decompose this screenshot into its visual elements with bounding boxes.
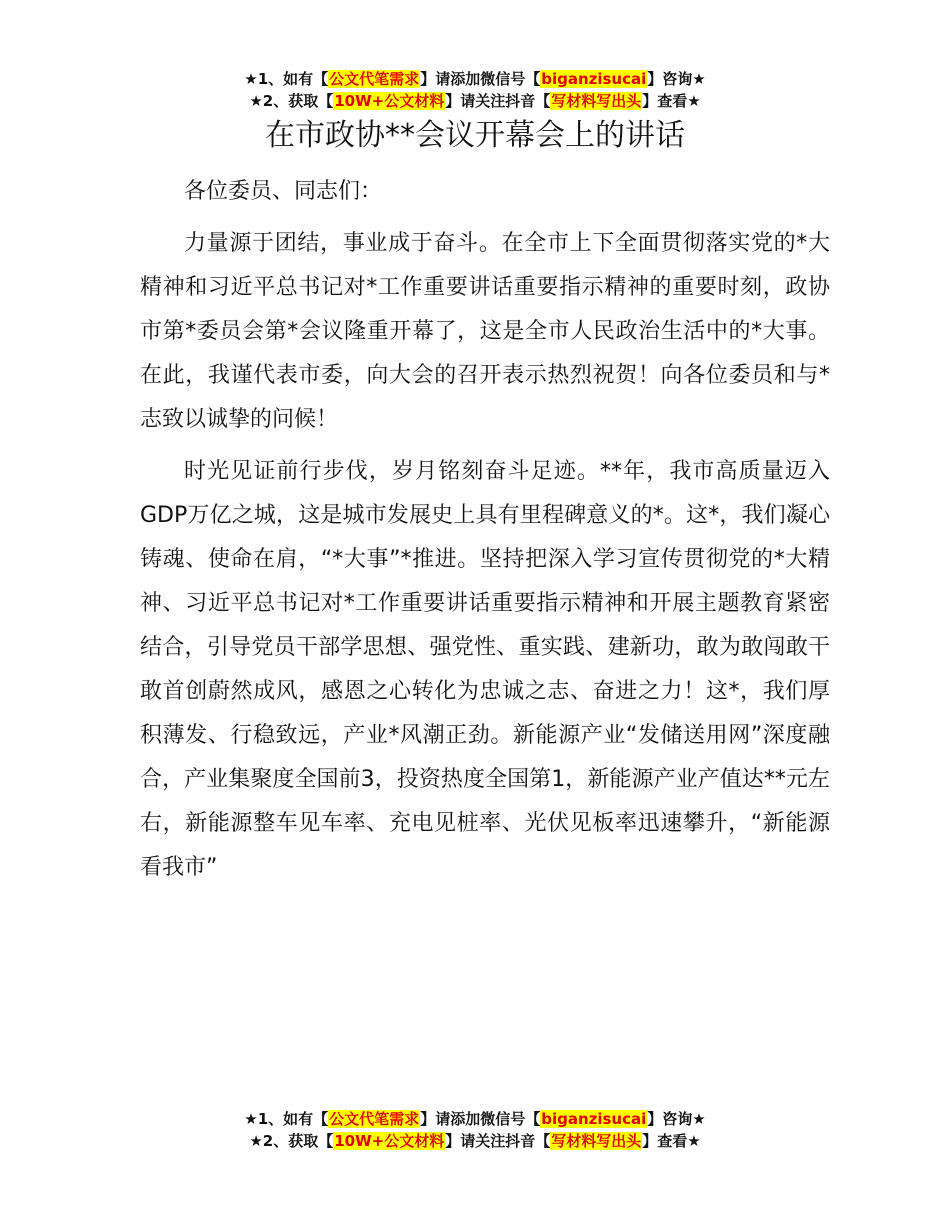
banner-text: ★2、获取【 — [249, 92, 334, 110]
highlight-douyin-account: 写材料写出头 — [551, 1132, 642, 1150]
banner-line-1 — [0, 1108, 950, 1130]
banner-line-1 — [0, 68, 950, 90]
highlight-materials: 10W+公文材料 — [334, 92, 445, 110]
highlight-wechat-id: biganzisucai — [541, 1110, 647, 1128]
document-title: 在市政协**会议开幕会上的讲话 — [265, 118, 685, 153]
banner-text: 】请关注抖音【 — [445, 1132, 551, 1150]
banner-text: ★2、获取【 — [249, 1132, 334, 1150]
banner-line-2 — [0, 1130, 950, 1152]
banner-text: ★1、如有【 — [244, 1110, 329, 1128]
banner-text: 】请添加微信号【 — [420, 1110, 541, 1128]
highlight-materials: 10W+公文材料 — [334, 1132, 445, 1150]
banner-text: 】查看★ — [642, 92, 701, 110]
header-banner — [0, 68, 950, 112]
highlight-wechat-id: biganzisucai — [541, 70, 647, 88]
highlight-service: 公文代笔需求 — [329, 1110, 420, 1128]
footer-banner — [0, 1108, 950, 1152]
banner-text: ★1、如有【 — [244, 70, 329, 88]
highlight-douyin-account: 写材料写出头 — [551, 92, 642, 110]
paragraph-2: 时光见证前行步伐，岁月铭刻奋斗足迹。**年，我市高质量迈入GDP万亿之城，这是城市发展史上具有里程碑意义的*。这*，我们凝心铸魂、使命在肩，“*大事”*推进。坚持把深入学习宣传贯彻党的*大精神、习近平总书记对*工作重要讲话重要指示精神和开展主题教育紧密结合，引导党员干部学思想、强党性、重实践、建新功，敢为敢闯敢干敢首创蔚然成风，感恩之心转化为忠诚之志、奋进之力！这*，我们厚积薄发、行稳致远，产业*风潮正劲。新能源产业“发储送用网”深度融合，产业集聚度全国前3，投资热度全国第1，新能源产业产值达**元左右，新能源整车见车率、充电见桩率、光伏见板率迅速攀升，“新能源看我市” — [140, 459, 830, 880]
highlight-service: 公文代笔需求 — [329, 70, 420, 88]
banner-text: 】查看★ — [642, 1132, 701, 1150]
banner-text: 】请添加微信号【 — [420, 70, 541, 88]
banner-text: 】咨询★ — [647, 1110, 706, 1128]
paragraph-1: 力量源于团结，事业成于奋斗。在全市上下全面贯彻落实党的*大精神和习近平总书记对*工作重要讲话重要指示精神的重要时刻，政协市第*委员会第*会议隆重开幕了，这是全市人民政治生活中的*大事。在此，我谨代表市委，向大会的召开表示热烈祝贺！向各位委员和与*志致以诚挚的问候！ — [140, 231, 830, 432]
banner-line-2 — [0, 90, 950, 112]
banner-text: 】请关注抖音【 — [445, 92, 551, 110]
document-body — [140, 170, 830, 898]
banner-text: 】咨询★ — [647, 70, 706, 88]
salutation: 各位委员、同志们： — [184, 179, 383, 204]
